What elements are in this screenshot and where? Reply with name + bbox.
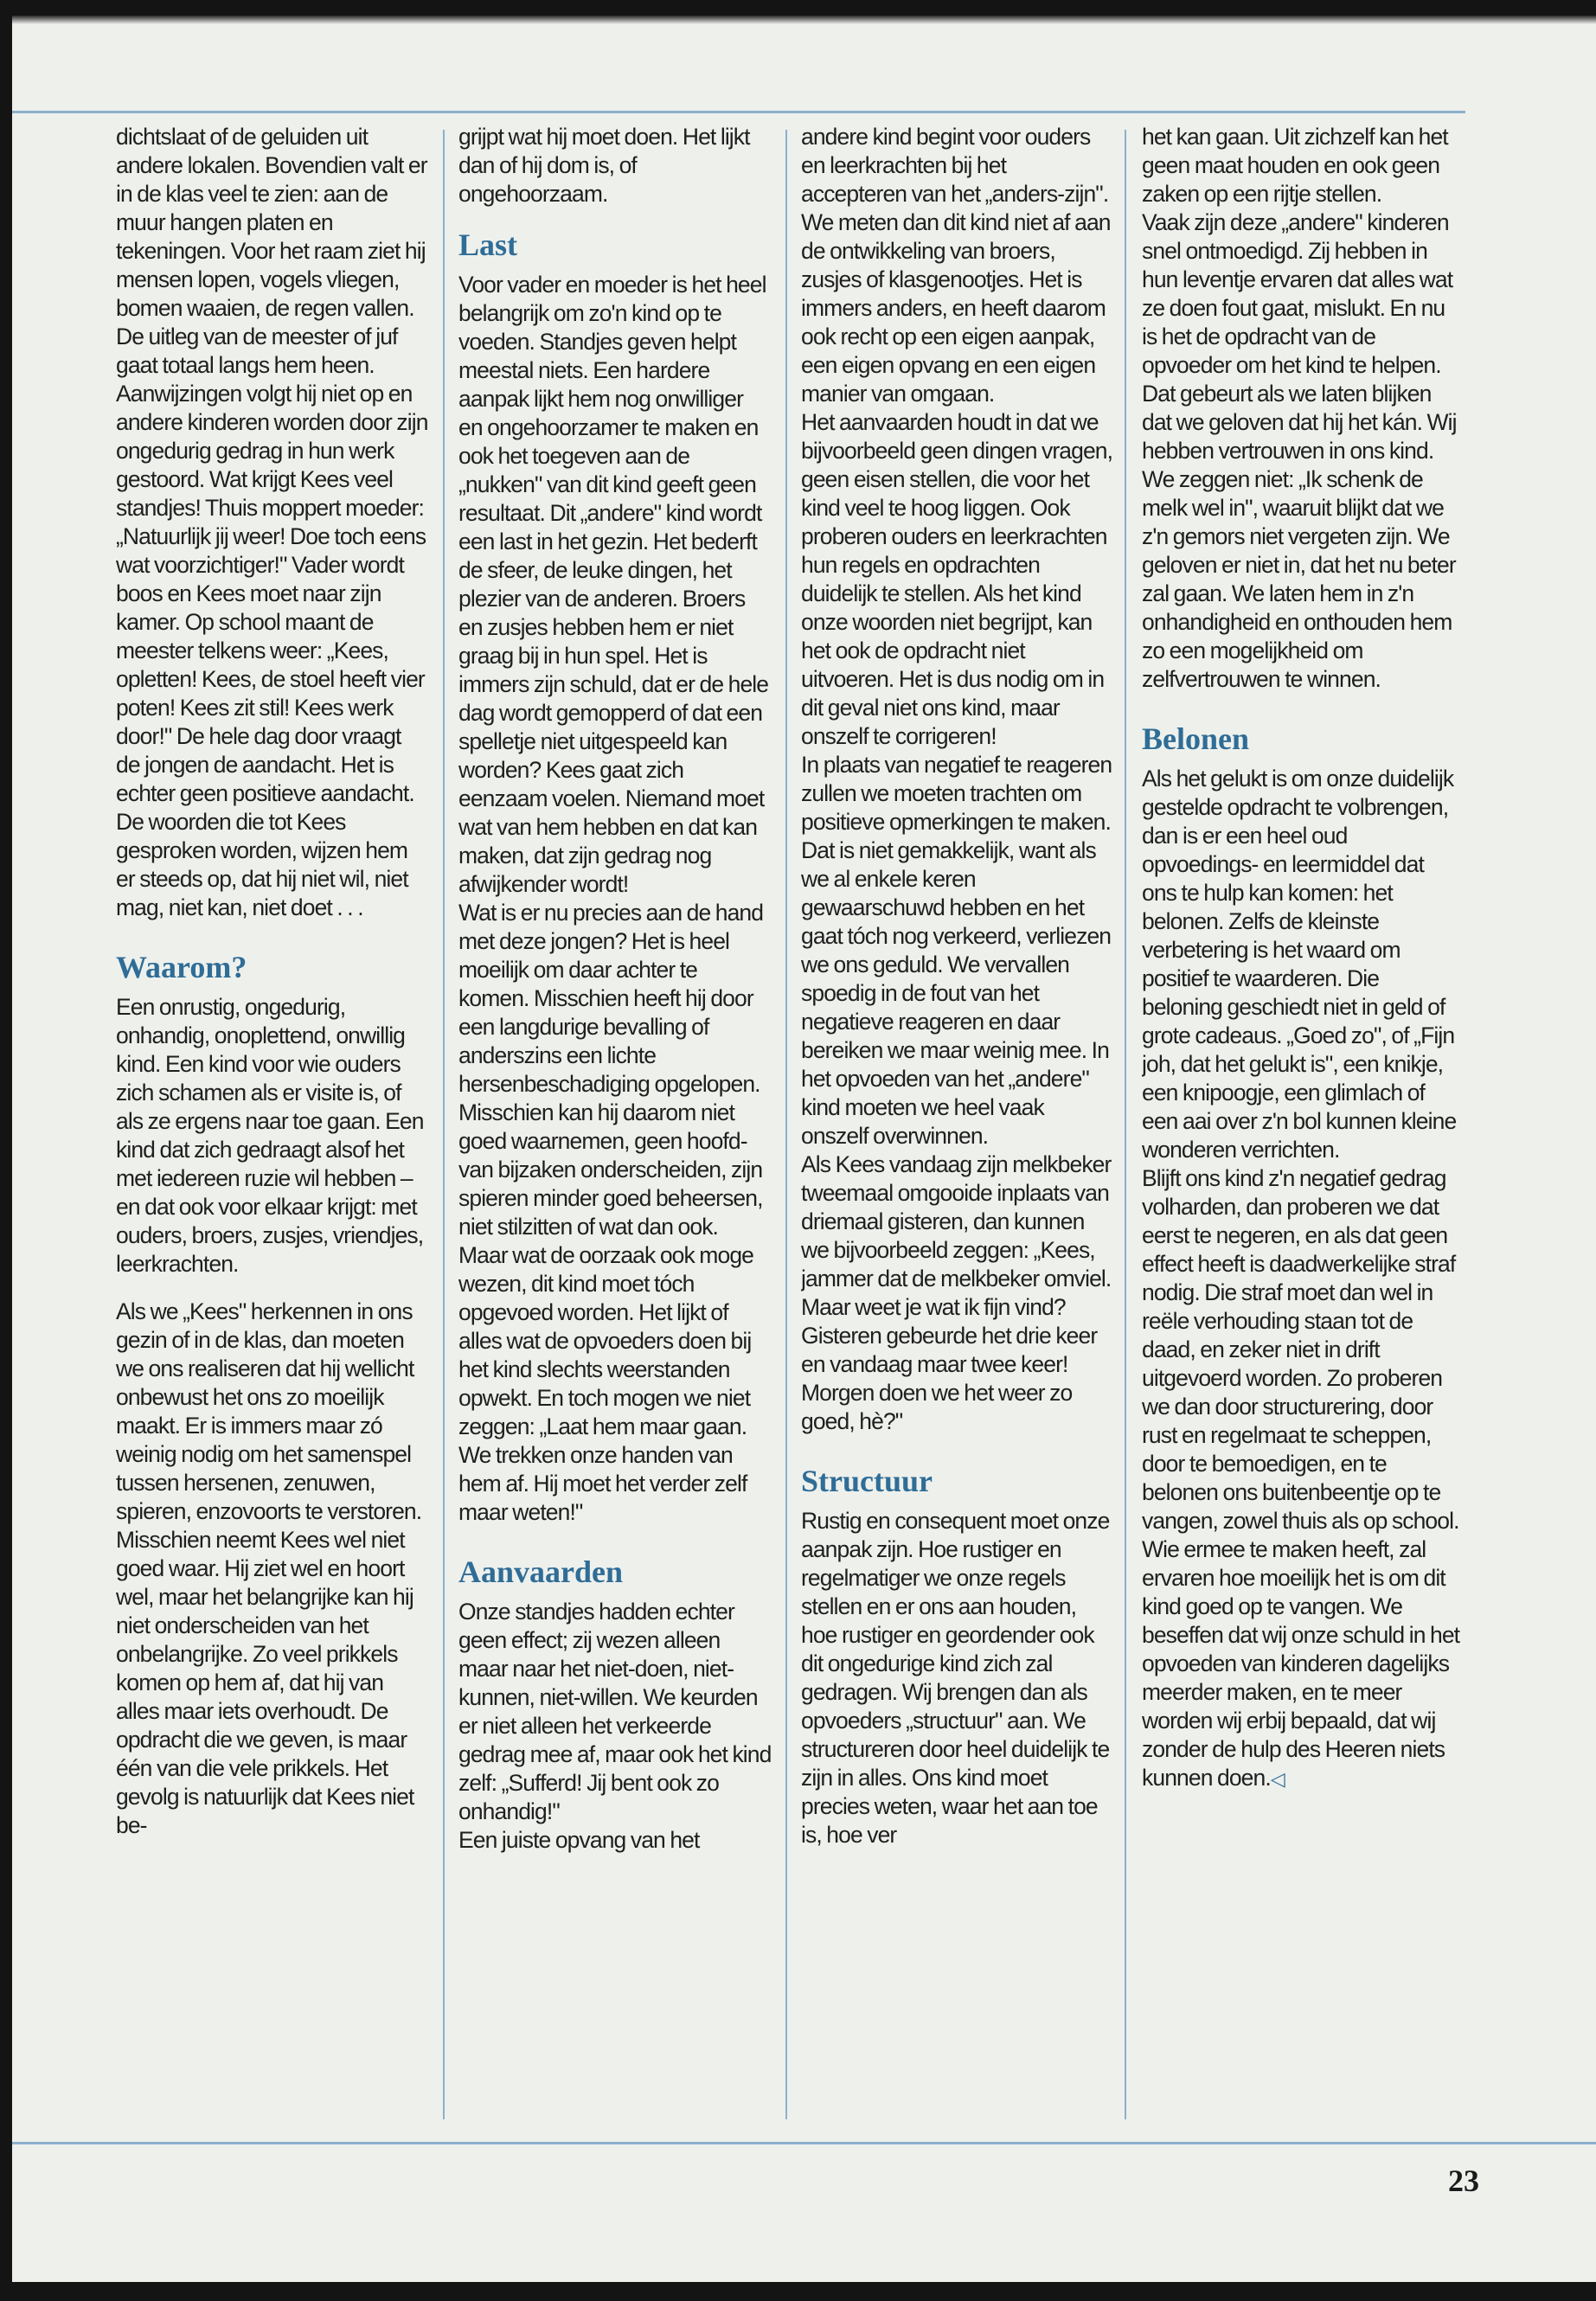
end-of-article-icon: ◁	[1270, 1769, 1285, 1791]
paragraph	[116, 1526, 429, 1840]
paragraph	[1142, 208, 1462, 465]
paragraph	[1142, 765, 1462, 1164]
heading-text: Structuur	[801, 1464, 933, 1498]
paragraph-text: Maar wat de oorzaak ook moge wezen, dit kind moet tóch opgevoed worden. Het lijkt of alles wat de opvoeders doen bij het kind slechts weerstanden opwekt. En toch mogen we niet zeggen: „Laat hem maar gaan. We trekken onze handen van hem af. Hij moet het verder zelf maar weten!"	[458, 1242, 753, 1525]
paragraph	[801, 1150, 1114, 1436]
paragraph	[801, 1507, 1114, 1849]
paragraph	[458, 271, 772, 899]
paragraph-text: Als Kees vandaag zijn melkbeker tweemaal omgooide inplaats van driemaal gisteren, dan kunnen we bijvoorbeeld zeggen: „Kees, jammer dat de melkbeker omviel. Maar weet je wat ik fijn vind? Gisteren gebeurde het drie keer en vandaag maar twee keer! Morgen doen we het weer zo goed, hè?"	[801, 1151, 1112, 1434]
paragraph	[458, 123, 772, 208]
paragraph	[116, 123, 429, 922]
paragraph-text: andere kind begint voor ouders en leerkrachten bij het accepteren van het „anders-zijn". We meten dan dit kind niet af aan de ontwikkeling van broers, zusjes of klasgenootjes. Het is immers anders, en heeft daarom ook recht op een eigen aanpak, een eigen opvang en een eigen manier van omgaan.	[801, 124, 1111, 407]
paragraph	[116, 1298, 429, 1526]
paragraph-text: In plaats van negatief te reageren zullen we moeten trachten om positieve opmerkingen te maken. Dat is niet gemakkelijk, want als we al enkele keren gewaarschuwd hebben en het gaat tóch nog verkeerd, verliezen we ons geduld. We vervallen spoedig in de fout van het negatieve reageren en daar bereiken we maar weinig mee. In het opvoeden van het „andere" kind moeten we heel vaak onszelf overwinnen.	[801, 752, 1112, 1149]
paragraph-text: Onze standjes hadden echter geen effect; zij wezen alleen maar naar het niet-doen, niet-kunnen, niet-willen. We keurden er niet alleen het verkeerde gedrag mee af, maar ook het kind zelf: „Sufferd! Jij bent ook zo onhandig!"	[458, 1599, 772, 1824]
heading-text: Last	[458, 228, 518, 262]
page-top-edge	[12, 16, 1596, 24]
bottom-rule	[12, 2142, 1596, 2144]
paragraph-text: Misschien neemt Kees wel niet goed waar. Hij ziet wel en hoort wel, maar het belangrijke kan hij niet onderscheiden van het onbelangrijke. Zo veel prikkels komen op hem af, dat hij van alles maar iets overhoudt. De opdracht die we geven, is maar één van die vele prikkels. Het gevolg is natuurlijk dat Kees niet be-	[116, 1527, 414, 1838]
paragraph	[1142, 1535, 1462, 1794]
paragraph-text: Wat is er nu precies aan de hand met deze jongen? Het is heel moeilijk om daar achter te komen. Misschien heeft hij door een langdurige bevalling of anderszins een lichte hersenbeschadiging opgelopen. Misschien kan hij daarom niet goed waarnemen, geen hoofd- van bijzaken onderscheiden, zijn spieren minder goed beheersen, niet stilzitten of wat dan ook.	[458, 900, 764, 1240]
paragraph-text: grijpt wat hij moet doen. Het lijkt dan of hij dom is, of ongehoorzaam.	[458, 124, 750, 207]
section-heading	[116, 950, 429, 984]
paragraph-text: Blijft ons kind z'n negatief gedrag volharden, dan proberen we dat eerst te negeren, en als dat geen effect heeft is daadwerkelijke straf nodig. Die straf moet dan wel in reële verhouding staan tot de daad, en zeker niet in drift uitgevoerd worden. Zo proberen we dan door structurering, door rust en regelmaat te scheppen, door te bemoedigen, en te belonen ons buitenbeentje op te vangen, zowel thuis als op school.	[1142, 1165, 1459, 1534]
column-divider-3	[1125, 130, 1126, 2119]
heading-text: Waarom?	[116, 950, 247, 984]
paragraph	[801, 408, 1114, 751]
paragraph-text: We zeggen niet: „Ik schenk de melk wel in", waaruit blijkt dat we z'n gemors niet vergeten zijn. We geloven er niet in, dat het nu beter zal gaan. We laten hem in z'n onhandigheid en onthouden hem zo een mogelijkheid om zelfvertrouwen te winnen.	[1142, 466, 1456, 692]
paragraph	[458, 1598, 772, 1826]
paragraph	[1142, 123, 1462, 208]
paragraph	[1142, 1164, 1462, 1535]
section-heading	[458, 1554, 772, 1589]
paragraph	[801, 751, 1114, 1150]
paragraph	[801, 123, 1114, 408]
column-2	[458, 123, 772, 2125]
paragraph	[458, 1826, 772, 1855]
section-heading	[801, 1464, 1114, 1498]
paragraph	[1142, 465, 1462, 694]
column-divider-2	[785, 130, 787, 2119]
paragraph	[116, 993, 429, 1279]
paragraph-text: Vaak zijn deze „andere" kinderen snel ontmoedigd. Zij hebben in hun leventje ervaren dat alles wat ze doen fout gaat, mislukt. En nu is het de opdracht van de opvoeder om het kind te helpen. Dat gebeurt als we laten blijken dat we geloven dat hij het kán. Wij hebben vertrouwen in ons kind.	[1142, 209, 1457, 464]
paragraph-text: Een onrustig, ongedurig, onhandig, onoplettend, onwillig kind. Een kind voor wie ouders zich schamen als er visite is, of als ze ergens naar toe gaan. Een kind dat zich gedraagt alsof het met iedereen ruzie wil hebben – en dat ook voor elkaar krijgt: met ouders, broers, zusjes, vriendjes, leerkrachten.	[116, 994, 424, 1277]
column-3	[801, 123, 1114, 2125]
section-heading	[1142, 721, 1462, 756]
top-rule	[12, 111, 1465, 113]
column-1	[116, 123, 429, 2125]
heading-text: Belonen	[1142, 721, 1250, 756]
page-number: 23	[1448, 2163, 1479, 2198]
paragraph-text: Voor vader en moeder is het heel belangrijk om zo'n kind op te voeden. Standjes geven helpt meestal niets. Een hardere aanpak lijkt hem nog onwilliger en ongehoorzamer te maken en ook het toegeven aan de „nukken" van dit kind geeft geen resultaat. Dit „andere" kind wordt een last in het gezin. Het bederft de sfeer, de leuke dingen, het plezier van de anderen. Broers en zusjes hebben hem er niet graag bij in hun spel. Het is immers zijn schuld, dat er de hele dag wordt gemopperd of dat een spelletje niet uitgespeeld kan worden? Kees gaat zich eenzaam voelen. Niemand moet wat van hem hebben en dat kan maken, dat zijn gedrag nog afwijkender wordt!	[458, 272, 769, 897]
paragraph-text: Het aanvaarden houdt in dat we bijvoorbeeld geen dingen vragen, geen eisen stellen, die voor het kind veel te hoog liggen. Ook proberen ouders en leerkrachten hun regels en opdrachten duidelijk te stellen. Als het kind onze woorden niet begrijpt, kan het ook de opdracht niet uitvoeren. Het is dus nodig om in dit geval niet ons kind, maar onszelf te corrigeren!	[801, 409, 1113, 749]
column-divider-1	[443, 130, 445, 2119]
column-4	[1142, 123, 1462, 2125]
paragraph	[458, 899, 772, 1241]
paragraph-text: dichtslaat of de geluiden uit andere lokalen. Bovendien valt er in de klas veel te zien: aan de muur hangen platen en tekeningen. Voor het raam ziet hij mensen lopen, vogels vliegen, bomen waaien, de regen vallen. De uitleg van de meester of juf gaat totaal langs hem heen. Aanwijzingen volgt hij niet op en andere kinderen worden door zijn ongedurig gedrag in hun werk gestoord. Wat krijgt Kees veel standjes! Thuis moppert moeder: „Natuurlijk jij weer! Doe toch eens wat voorzichtiger!" Vader wordt boos en Kees moet naar zijn kamer. Op school maant de meester telkens weer: „Kees, opletten! Kees, de stoel heeft vier poten! Kees zit stil! Kees werk door!" De hele dag door vraagt de jongen de aandacht. Het is echter geen positieve aandacht. De woorden die tot Kees gesproken worden, wijzen hem er steeds op, dat hij niet wil, niet mag, niet kan, niet doet . . .	[116, 124, 428, 920]
paragraph-text: Een juiste opvang van het	[458, 1827, 700, 1853]
paragraph	[458, 1241, 772, 1527]
paragraph-text: het kan gaan. Uit zichzelf kan het geen maat houden en ook geen zaken op een rijtje stellen.	[1142, 124, 1448, 207]
paragraph-text: Als het gelukt is om onze duidelijk gestelde opdracht te volbrengen, dan is er een heel oud opvoedings- en leermiddel dat ons te hulp kan komen: het belonen. Zelfs de kleinste verbetering is het waard om positief te waarderen. Die beloning geschiedt niet in geld of grote cadeaus. „Goed zo", of „Fijn joh, dat het gelukt is", een knikje, een knipoogje, een glimlach of een aai over z'n bol kunnen kleine wonderen verrichten.	[1142, 766, 1457, 1163]
paragraph-text: Rustig en consequent moet onze aanpak zijn. Hoe rustiger en regelmatiger we onze regels stellen en er ons aan houden, hoe rustiger en geordender ook dit ongedurige kind zich zal gedragen. Wij brengen dan als opvoeders „structuur" aan. We structureren door heel duidelijk te zijn in alles. Ons kind moet precies weten, waar het aan toe is, hoe ver	[801, 1508, 1110, 1848]
heading-text: Aanvaarden	[458, 1554, 624, 1589]
paragraph-text: Wie ermee te maken heeft, zal ervaren hoe moeilijk het is om dit kind goed op te vangen. We beseffen dat wij onze schuld in het opvoeden van kinderen dagelijks meerder maken, en te meer worden wij erbij bepaald, dat wij zonder de hulp des Heeren niets kunnen doen.	[1142, 1536, 1460, 1791]
section-heading	[458, 228, 772, 262]
paragraph-text: Als we „Kees" herkennen in ons gezin of in de klas, dan moeten we ons realiseren dat hij wellicht onbewust het ons zo moeilijk maakt. Er is immers maar zó weinig nodig om het samenspel tussen hersenen, zenuwen, spieren, enzovoorts te verstoren.	[116, 1298, 422, 1524]
